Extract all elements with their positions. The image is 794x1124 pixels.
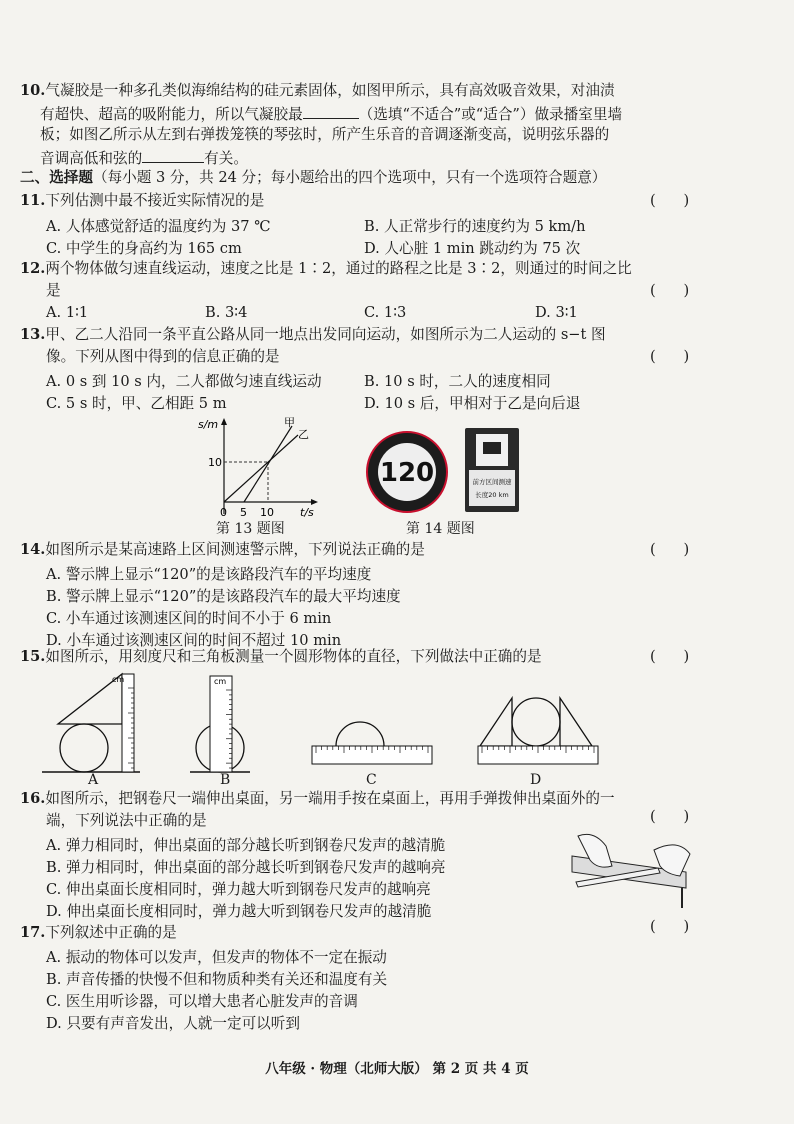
fig14-speed-sign bbox=[366, 426, 526, 518]
q10-number: 10. bbox=[20, 82, 46, 99]
q11-option-b[interactable]: B. 人正常步行的速度约为 5 km/h bbox=[364, 218, 586, 235]
fig13-ylabel: s/m bbox=[198, 418, 219, 431]
q11-number: 11. bbox=[20, 192, 46, 209]
q10-text-4a: 音调高低和弦的 bbox=[40, 150, 143, 167]
fig14-board-text1: 前方区间测速 bbox=[472, 478, 512, 486]
q10-text-2a: 有超快、超高的吸附能力，所以气凝胶最 bbox=[40, 106, 303, 123]
q11-option-a[interactable]: A. 人体感觉舒适的温度约为 37 ℃ bbox=[46, 218, 271, 235]
q10-line2 bbox=[40, 104, 622, 124]
q16-stem-text: 如图所示，把钢卷尺一端伸出桌面，另一端用手按在桌面上，再用手弹拨伸出桌面外的一 bbox=[45, 790, 615, 807]
fig15-c-circle bbox=[336, 722, 384, 746]
q12-option-b[interactable]: B. 3∶4 bbox=[205, 304, 248, 321]
q15-answer-paren[interactable]: ( ) bbox=[650, 648, 690, 665]
q16-option-a[interactable]: A. 弹力相同时，伸出桌面的部分越长听到钢卷尺发声的越清脆 bbox=[46, 837, 446, 854]
q12-stem-2: 是 bbox=[46, 282, 61, 299]
q14-option-c[interactable]: C. 小车通过该测速区间的时间不小于 6 min bbox=[46, 610, 332, 627]
fig13-xlabel: t/s bbox=[300, 506, 314, 519]
q17-stem-text: 下列叙述中正确的是 bbox=[45, 924, 177, 941]
q14-option-d[interactable]: D. 小车通过该测速区间的时间不超过 10 min bbox=[46, 632, 342, 649]
q13-stem bbox=[20, 326, 606, 344]
q13-option-a[interactable]: A. 0 s 到 10 s 内，二人都做匀速直线运动 bbox=[46, 373, 322, 390]
fig13-xtick-10: 10 bbox=[260, 506, 274, 519]
section2-note: （每小题 3 分，共 24 分；每小题给出的四个选项中，只有一个选项符合题意） bbox=[92, 169, 607, 186]
q14-stem-text: 如图所示是某高速路上区间测速警示牌，下列说法正确的是 bbox=[45, 541, 425, 558]
q10-line3: 板；如图乙所示从左到右弹拨笼筷的琴弦时，所产生乐音的音调逐渐变高，说明弦乐器的 bbox=[40, 126, 610, 143]
q10-line4 bbox=[40, 148, 248, 168]
fig13-caption: 第 13 题图 bbox=[216, 521, 285, 537]
q16-stem bbox=[20, 790, 615, 808]
fig15-option-d bbox=[478, 698, 598, 764]
q15-stem-text: 如图所示，用刻度尺和三角板测量一个圆形物体的直径，下列做法中正确的是 bbox=[45, 648, 542, 665]
fig13-y-arrow bbox=[221, 418, 227, 425]
q10-text: 气凝胶是一种多孔类似海绵结构的硅元素固体，如图甲所示，具有高效吸音效果，对油渍 bbox=[45, 82, 615, 99]
q12-option-c[interactable]: C. 1∶3 bbox=[364, 304, 407, 321]
fig15-d-left-triangle bbox=[480, 698, 512, 746]
q13-number: 13. bbox=[20, 326, 46, 343]
q13-answer-paren[interactable]: ( ) bbox=[650, 348, 690, 365]
q10-line1 bbox=[20, 82, 615, 100]
q13-option-b[interactable]: B. 10 s 时，二人的速度相同 bbox=[364, 373, 551, 390]
fig13-ytick-10: 10 bbox=[208, 456, 222, 469]
q15-stem bbox=[20, 648, 542, 666]
q16-stem-2: 端，下列说法中正确的是 bbox=[46, 812, 207, 829]
fig15-d-right-triangle bbox=[560, 698, 592, 746]
fig16-ruler-illustration bbox=[568, 826, 700, 910]
fig15-option-c bbox=[312, 722, 432, 764]
q15-number: 15. bbox=[20, 648, 46, 665]
q11-answer-paren[interactable]: ( ) bbox=[650, 192, 690, 209]
fig15-option-a bbox=[42, 674, 140, 772]
fig14-sign-number: 120 bbox=[379, 458, 435, 488]
fig15-label-a: A bbox=[88, 772, 99, 788]
q17-answer-paren[interactable]: ( ) bbox=[650, 918, 690, 935]
q14-stem bbox=[20, 541, 425, 559]
q16-option-c[interactable]: C. 伸出桌面长度相同时，弹力越大听到钢卷尺发声的越响亮 bbox=[46, 881, 431, 898]
fig13-xtick-5: 5 bbox=[240, 506, 247, 519]
q10-text-2b: （选填“不适合”或“适合”）做录播室里墙 bbox=[358, 106, 623, 123]
q17-stem bbox=[20, 924, 177, 942]
q13-stem-text: 甲、乙二人沿同一条平直公路从同一地点出发同向运动，如图所示为二人运动的 s−t 图 bbox=[45, 326, 606, 343]
q12-number: 12. bbox=[20, 260, 46, 277]
q17-number: 17. bbox=[20, 924, 46, 941]
fig13-line-yi bbox=[224, 435, 298, 502]
fig13-x-arrow bbox=[311, 499, 318, 505]
q16-option-b[interactable]: B. 弹力相同时，伸出桌面的部分越长听到钢卷尺发声的越响亮 bbox=[46, 859, 446, 876]
q11-option-d[interactable]: D. 人心脏 1 min 跳动约为 75 次 bbox=[364, 240, 581, 257]
fig15-a-circle bbox=[60, 724, 108, 772]
q10-text-4b: 有关。 bbox=[204, 150, 248, 167]
q16-number: 16. bbox=[20, 790, 46, 807]
q11-option-c[interactable]: C. 中学生的身高约为 165 cm bbox=[46, 240, 242, 257]
q10-blank-1[interactable] bbox=[303, 104, 359, 119]
q10-blank-2[interactable] bbox=[142, 148, 204, 163]
fig15-d-circle bbox=[512, 698, 560, 746]
q13-stem-2: 像。下列从图中得到的信息正确的是 bbox=[46, 348, 280, 365]
fig15-label-d: D bbox=[530, 772, 542, 788]
fig13-line-jia bbox=[244, 426, 292, 502]
section2-heading bbox=[20, 169, 606, 187]
q12-stem bbox=[20, 260, 632, 278]
q14-option-b[interactable]: B. 警示牌上显示“120”的是该路段汽车的最大平均速度 bbox=[46, 588, 401, 605]
q16-option-d[interactable]: D. 伸出桌面长度相同时，弹力越大听到钢卷尺发声的越清脆 bbox=[46, 903, 432, 920]
q12-option-a[interactable]: A. 1∶1 bbox=[46, 304, 89, 321]
q12-stem-text: 两个物体做匀速直线运动，速度之比是 1∶2，通过的路程之比是 3∶2，则通过的时间之比 bbox=[45, 260, 632, 277]
q13-option-c[interactable]: C. 5 s 时，甲、乙相距 5 m bbox=[46, 395, 227, 412]
fig15-b-ruler bbox=[210, 676, 232, 772]
q16-answer-paren[interactable]: ( ) bbox=[650, 808, 690, 825]
page-footer: 八年级 · 物理（北师大版） 第 2 页 共 4 页 bbox=[265, 1061, 529, 1077]
q13-option-d[interactable]: D. 10 s 后，甲相对于乙是向后退 bbox=[364, 395, 581, 412]
q14-answer-paren[interactable]: ( ) bbox=[650, 541, 690, 558]
section2-title: 二、选择题 bbox=[20, 169, 93, 186]
q17-option-b[interactable]: B. 声音传播的快慢不但和物质种类有关还和温度有关 bbox=[46, 971, 388, 988]
q14-number: 14. bbox=[20, 541, 46, 558]
fig14-camera-icon bbox=[483, 442, 501, 454]
fig14-caption: 第 14 题图 bbox=[406, 521, 475, 537]
fig15-label-c: C bbox=[366, 772, 377, 788]
q17-option-c[interactable]: C. 医生用听诊器，可以增大患者心脏发声的音调 bbox=[46, 993, 358, 1010]
q12-option-d[interactable]: D. 3∶1 bbox=[535, 304, 578, 321]
q11-stem-text: 下列估测中最不接近实际情况的是 bbox=[45, 192, 265, 209]
q11-stem bbox=[20, 192, 264, 210]
q17-option-a[interactable]: A. 振动的物体可以发声，但发声的物体不一定在振动 bbox=[46, 949, 387, 966]
fig15-option-b bbox=[190, 676, 250, 772]
fig15-b-unit: cm bbox=[214, 677, 227, 686]
fig13-xtick-0: 0 bbox=[220, 506, 227, 519]
fig13-label-jia: 甲 bbox=[284, 416, 295, 429]
fig15-label-b: B bbox=[220, 772, 231, 788]
q14-option-a[interactable]: A. 警示牌上显示“120”的是该路段汽车的平均速度 bbox=[46, 566, 372, 583]
fig14-board-text2: 长度20 km bbox=[475, 491, 509, 499]
fig13-label-yi: 乙 bbox=[298, 428, 309, 441]
fig15-a-unit: cm bbox=[112, 675, 125, 684]
q17-option-d[interactable]: D. 只要有声音发出，人就一定可以听到 bbox=[46, 1015, 300, 1032]
fig15-measurement bbox=[40, 670, 610, 790]
fig13-st-graph bbox=[196, 414, 326, 524]
fig14-board-text-bg bbox=[469, 470, 515, 506]
q12-answer-paren[interactable]: ( ) bbox=[650, 282, 690, 299]
